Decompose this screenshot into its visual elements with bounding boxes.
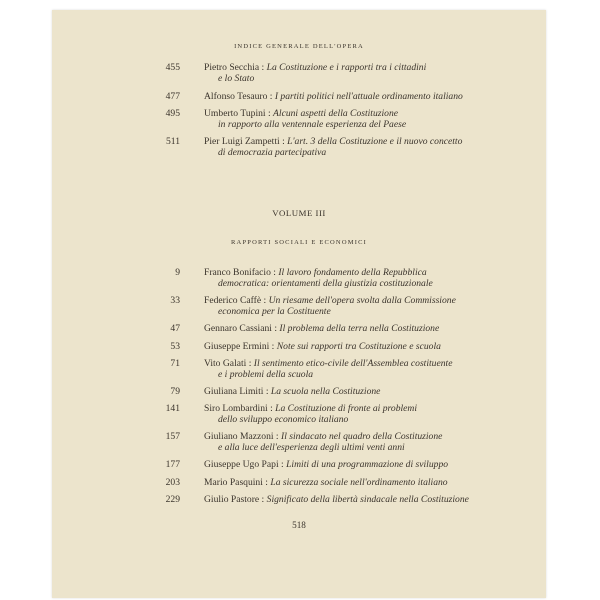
entry-page: 47: [170, 323, 180, 334]
entry-author: Pier Luigi Zampetti :: [204, 136, 285, 147]
entry-author: Franco Bonifacio :: [204, 267, 276, 278]
entry-title: La sicurezza sociale nell'ordinamento italiano: [270, 477, 448, 488]
entry-title: La scuola nella Costituzione: [270, 386, 381, 397]
entry-title: Il lavoro fondamento della Repubblica: [278, 267, 427, 278]
entry-page: 53: [170, 341, 180, 352]
entry-page: 9: [175, 267, 180, 278]
entry-title: I partiti politici nell'attuale ordinamento italiano: [274, 91, 463, 102]
entry-title: Note sui rapporti tra Costituzione e scuola: [276, 341, 441, 352]
entry-author: Giuliano Mazzoni :: [204, 431, 279, 442]
entry-title-cont: di democrazia partecipativa: [218, 147, 327, 158]
entry-title: Significato della libertà sindacale nella Costituzione: [266, 494, 469, 505]
section-heading: RAPPORTI SOCIALI E ECONOMICI: [231, 239, 367, 246]
entry-title: L'art. 3 della Costituzione e il nuovo concetto: [287, 136, 463, 147]
entry-page: 177: [165, 459, 180, 470]
entry-title-cont: dello sviluppo economico italiano: [218, 414, 349, 425]
entry-author: Giuseppe Ermini :: [204, 341, 275, 352]
entry-title-cont: e i problemi della scuola: [218, 369, 314, 380]
entry-page: 511: [165, 136, 180, 147]
entry-author: Umberto Tupini :: [204, 108, 271, 119]
entry-title: Un riesame dell'opera svolta dalla Commissione: [268, 295, 456, 306]
entry-author: Giuseppe Ugo Papi :: [204, 459, 284, 470]
entry-author: Giulio Pastore :: [204, 494, 265, 505]
running-header: INDICE GENERALE DELL'OPERA: [234, 43, 364, 50]
entry-title-cont: democratica: orientamenti della giustizia costituzionale: [218, 278, 433, 289]
entry-title-cont: in rapporto alla ventennale esperienza del Paese: [218, 119, 407, 130]
entry-page: 495: [165, 108, 180, 119]
entry-title: La Costituzione e i rapporti tra i cittadini: [266, 62, 427, 73]
entry-page: 33: [170, 295, 180, 306]
entry-page: 203: [165, 477, 180, 488]
entry-author: Federico Caffè :: [204, 295, 267, 306]
entry-page: 477: [165, 91, 180, 102]
volume-heading: VOLUME III: [272, 208, 326, 218]
entry-title: La Costituzione di fronte ai problemi: [275, 403, 418, 414]
entry-author: Pietro Secchia :: [204, 62, 265, 73]
entry-title-cont: economica per la Costituente: [218, 306, 331, 317]
entry-title: Il problema della terra nella Costituzione: [279, 323, 440, 334]
book-page: [52, 10, 546, 598]
entry-author: Mario Pasquini :: [204, 477, 268, 488]
entry-title: Alcuni aspetti della Costituzione: [273, 108, 399, 119]
entry-page: 157: [165, 431, 180, 442]
entry-author: Giuliana Limiti :: [204, 386, 269, 397]
entry-page: 79: [170, 386, 180, 397]
entry-author: Alfonso Tesauro :: [204, 91, 273, 102]
entry-title-cont: e lo Stato: [218, 73, 255, 84]
entry-title: Il sindacato nel quadro della Costituzione: [281, 431, 443, 442]
entry-title: Il sentimento etico-civile dell'Assemblea costituente: [253, 358, 453, 369]
entry-page: 71: [170, 358, 180, 369]
entry-page: 455: [165, 62, 180, 73]
entry-page: 229: [165, 494, 180, 505]
entry-title-cont: e alla luce dell'esperienza degli ultimi venti anni: [218, 442, 405, 453]
entry-author: Siro Lombardini :: [204, 403, 273, 414]
entry-title: Limiti di una programmazione di sviluppo: [286, 459, 449, 470]
page-number: 518: [292, 520, 306, 530]
entry-page: 141: [165, 403, 180, 414]
entry-author: Vito Galati :: [204, 358, 252, 369]
entry-author: Gennaro Cassiani :: [204, 323, 278, 334]
